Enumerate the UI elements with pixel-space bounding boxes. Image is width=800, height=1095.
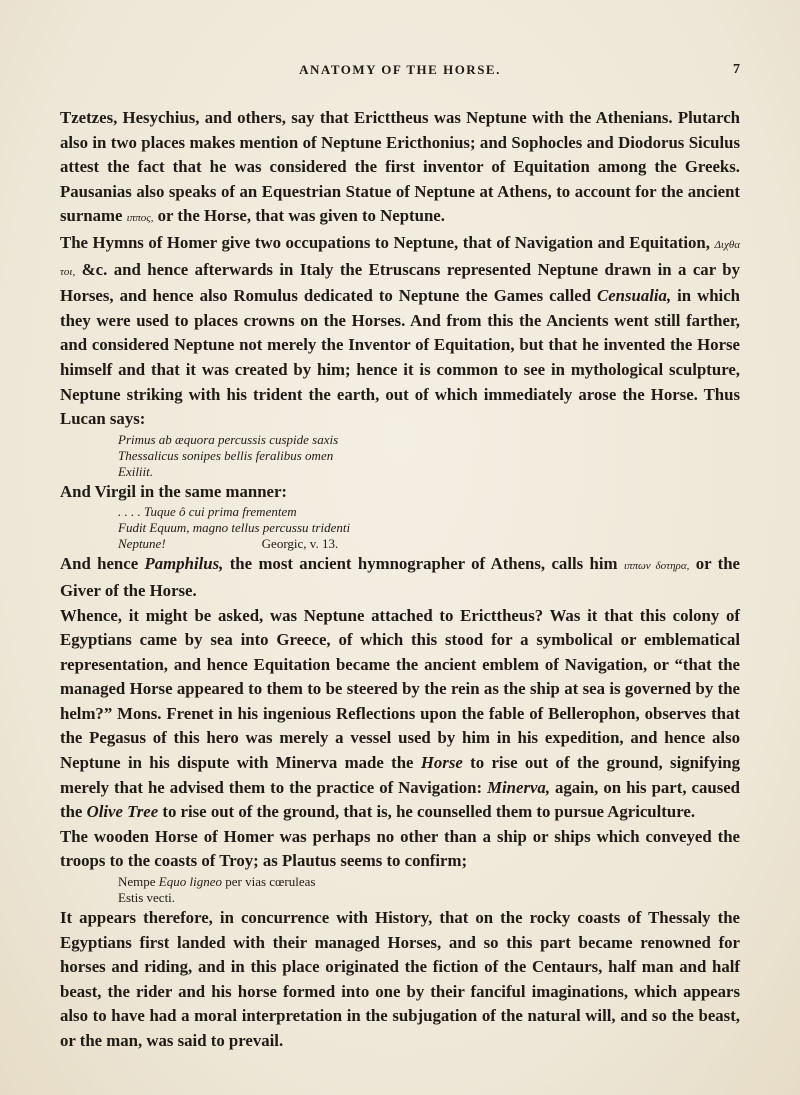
italic-term: Censualia, bbox=[597, 286, 672, 306]
running-title: ANATOMY OF THE HORSE. bbox=[299, 62, 501, 77]
italic-name: Pamphilus, bbox=[144, 554, 224, 574]
page-number: 7 bbox=[733, 62, 740, 77]
paragraph-5: Whence, it might be asked, was Neptune attached to Ericttheus? Was it that this colony of Egyptians came by sea into Greece, of which this stood for a symbolical or emblematical representation, and hence Equitation became the ancient emblem of Navigation, or “that the managed Horse appeared to them to be steered by the rein as the ship at sea is governed by the helm?” Mons. Frenet in his ingenious Reflections upon the fable of Bellerophon, observes that the Pegasus of this hero was merely a vessel used by him in his expedition, and hence also Neptune in his dispute with Minerva made the Horse to rise out of the ground, signifying merely that he advised them to the practice of Navigation: Minerva, again, on his part, caused the Olive Tree to rise out of the ground, that is, he counselled them to pursue Agriculture. bbox=[60, 605, 741, 822]
page-header bbox=[60, 62, 740, 84]
paragraph-4: And hence Pamphilus, the most ancient hymnographer of Athens, calls him ιππων δοτηρα, or the Giver of the Horse. bbox=[60, 554, 740, 600]
quotation-plautus: Nempe Equo ligneo per vias cœruleas Estis vecti. bbox=[118, 874, 316, 906]
paragraph-2: The Hymns of Homer give two occupations to Neptune, that of Navigation and Equitation, Διχθα τοι, &c. and hence afterwards in Italy the Etruscans represented Neptune drawn in a car by Horses, and hence also Romulus dedicated to Neptune the Games called Censualia, in which they were used to places crowns on the Horses. And from this the Ancients went still farther, and considered Neptune not merely the Inventor of Equitation, but that he invented the Horse himself and that it was created by him; hence it is common to see in mythological sculpture, Neptune striking with his trident the earth, out of which immediately arose the Horse. Thus Lucan says: bbox=[60, 232, 740, 429]
paragraph-7: It appears therefore, in concurrence with History, that on the rocky coasts of Thessaly the Egyptians first landed with their managed Horses, and so this part became renowned for horses and riding, and in this place originated the fiction of the Centaurs, half man and half beast, the rider and his horse formed into one by their fanciful imaginations, which appears also to have had a moral interpretation in the subjugation of the natural will, and so the beast, or the man, was said to prevail. bbox=[60, 908, 740, 1050]
greek-word: Διχθα τοι, bbox=[60, 238, 740, 278]
greek-word: ιππος, bbox=[126, 212, 154, 225]
italic-term: Horse bbox=[420, 753, 463, 773]
quotation-virgil: . . . . Tuque ô cui prima frementem Fudit Equum, magno tellus percussu tridenti Neptune! Georgic, v. 13. bbox=[118, 504, 351, 552]
body-text bbox=[60, 106, 740, 1054]
citation: Georgic, v. 13. bbox=[261, 536, 339, 552]
italic-term: Olive Tree bbox=[86, 802, 159, 822]
italic-term: Minerva, bbox=[487, 777, 551, 797]
paragraph-6: The wooden Horse of Homer was perhaps no other than a ship or ships which conveyed the troops to the coasts of Troy; as Plautus seems to confirm; bbox=[60, 826, 740, 871]
greek-word: ιππων δοτηρα, bbox=[623, 560, 690, 573]
quotation-lucan: Primus ab æquora percussis cuspide saxis Thessalicus sonipes bellis feralibus omen Exiliit. bbox=[118, 431, 339, 479]
paragraph-3: And Virgil in the same manner: bbox=[60, 481, 288, 501]
paragraph-1: Tzetzes, Hesychius, and others, say that Ericttheus was Neptune with the Athenians. Plutarch also in two places makes mention of Neptune Ericthonius; and Sophocles and Diodorus Siculus attest the fact that he was considered the first inventor of Equitation among the Greeks. Pausanias also speaks of an Equestrian Statue of Neptune at Athens, to account for the ancient surname ιππος, or the Horse, that was given to Neptune. bbox=[60, 108, 740, 226]
